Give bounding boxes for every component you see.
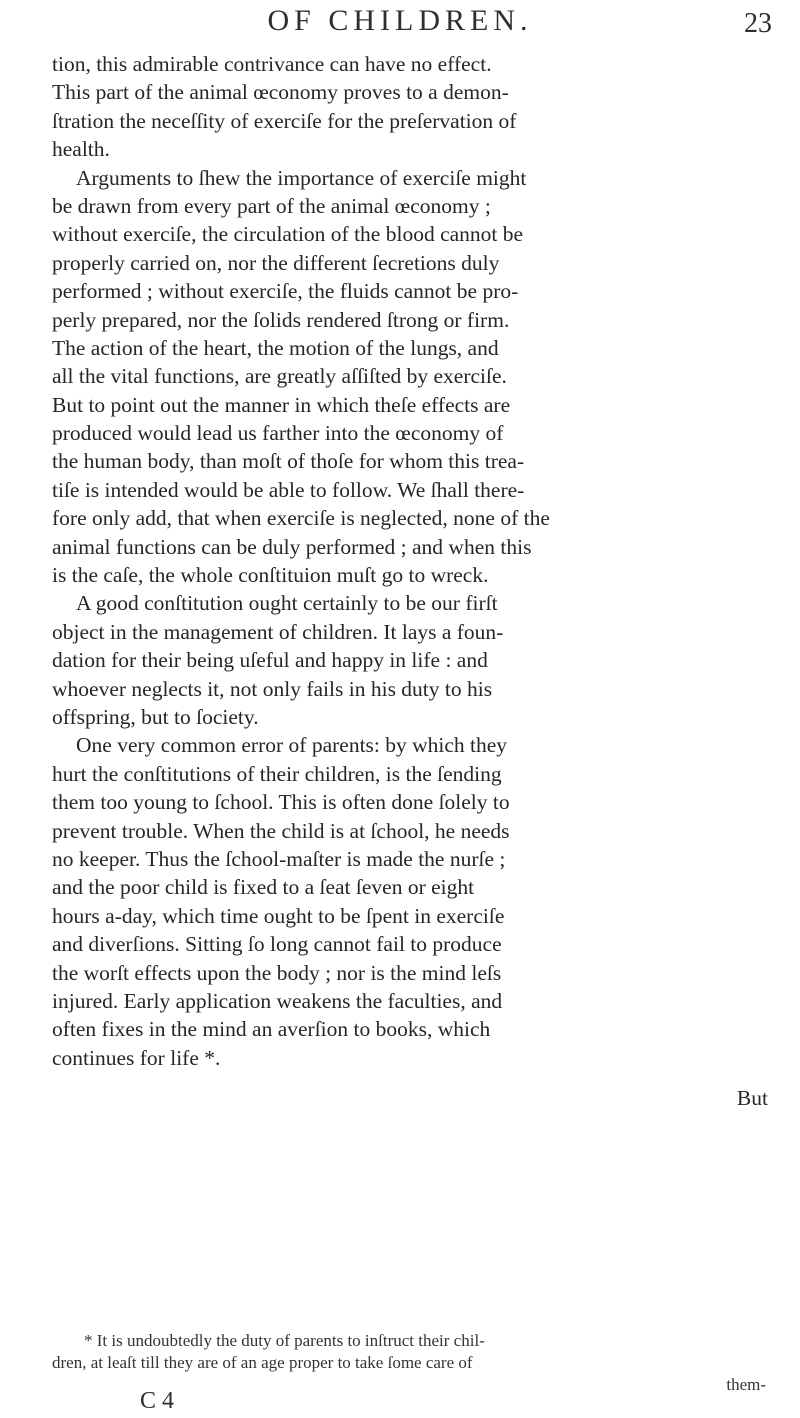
text-line: is the caſe, the whole conſtituion muſt go to wreck. bbox=[52, 563, 489, 588]
body-text bbox=[52, 50, 772, 1112]
signature-mark: C 4 bbox=[140, 1388, 175, 1414]
text-line: fore only add, that when exerciſe is neglected, none of the bbox=[52, 506, 550, 531]
text-line: and diverſions. Sitting ſo long cannot fail to produce bbox=[52, 932, 502, 957]
text-line: them too young to ſchool. This is often done ſolely to bbox=[52, 790, 510, 815]
text-line: all the vital functions, are greatly aſſiſted by exerciſe. bbox=[52, 364, 507, 389]
text-line: tion, this admirable contrivance can have no effect. bbox=[52, 52, 492, 76]
text-line: the human body, than moſt of thoſe for whom this trea- bbox=[52, 449, 525, 474]
text-line: hurt the conſtitutions of their children, is the ſending bbox=[52, 761, 502, 786]
text-line: the worſt effects upon the body ; nor is the mind leſs bbox=[52, 960, 502, 985]
text-line: whoever neglects it, not only fails in his duty to his bbox=[52, 676, 493, 701]
text-line: The action of the heart, the motion of the lungs, and bbox=[52, 335, 499, 360]
text-line: and the poor child is fixed to a ſeat ſeven or eight bbox=[52, 875, 475, 900]
text-line: injured. Early application weakens the faculties, and bbox=[52, 988, 503, 1013]
text-line: without exerciſe, the circulation of the blood cannot be bbox=[52, 222, 524, 247]
text-line: be drawn from every part of the animal œconomy ; bbox=[52, 193, 491, 218]
text-line: no keeper. Thus the ſchool-maſter is made the nurſe ; bbox=[52, 846, 506, 871]
text-line: produced would lead us farther into the œconomy of bbox=[52, 421, 504, 446]
footnote-line: them- bbox=[726, 1375, 766, 1394]
text-line: But to point out the manner in which theſe effects are bbox=[52, 392, 511, 417]
text-line: This part of the animal œconomy proves to a demon- bbox=[52, 80, 509, 105]
text-line: animal functions can be duly performed ; and when this bbox=[52, 534, 532, 559]
text-line: One very common error of parents: by which they bbox=[76, 733, 508, 758]
footnote bbox=[52, 1330, 772, 1396]
text-line: offspring, but to ſociety. bbox=[52, 704, 259, 729]
catchword: But bbox=[736, 1086, 768, 1111]
text-line: performed ; without exerciſe, the fluids cannot be pro- bbox=[52, 279, 519, 304]
text-line: often fixes in the mind an averſion to books, which bbox=[52, 1017, 491, 1042]
footnote-line: * It is undoubtedly the duty of parents to inſtruct their chil- bbox=[84, 1331, 485, 1350]
text-line: object in the management of children. It lays a foun- bbox=[52, 619, 504, 644]
text-line: prevent trouble. When the child is at ſchool, he needs bbox=[52, 818, 510, 843]
footnote-line: dren, at leaſt till they are of an age proper to take ſome care of bbox=[52, 1353, 473, 1372]
page-number: 23 bbox=[744, 8, 772, 39]
text-line: A good conſtitution ought certainly to be our firſt bbox=[76, 591, 498, 616]
text-line: hours a-day, which time ought to be ſpent in exerciſe bbox=[52, 903, 505, 928]
text-line: ſtration the neceſſity of exerciſe for the preſervation of bbox=[52, 108, 517, 133]
text-line: health. bbox=[52, 137, 110, 162]
text-line: properly carried on, nor the different ſecretions duly bbox=[52, 250, 500, 275]
running-title: OF CHILDREN. bbox=[267, 4, 533, 37]
text-line: continues for life *. bbox=[52, 1045, 221, 1070]
text-line: Arguments to ſhew the importance of exerciſe might bbox=[76, 165, 527, 190]
text-line: dation for their being uſeful and happy in life : and bbox=[52, 648, 488, 673]
text-line: tiſe is intended would be able to follow. We ſhall there- bbox=[52, 477, 525, 502]
text-line: perly prepared, nor the ſolids rendered ſtrong or firm. bbox=[52, 307, 510, 332]
